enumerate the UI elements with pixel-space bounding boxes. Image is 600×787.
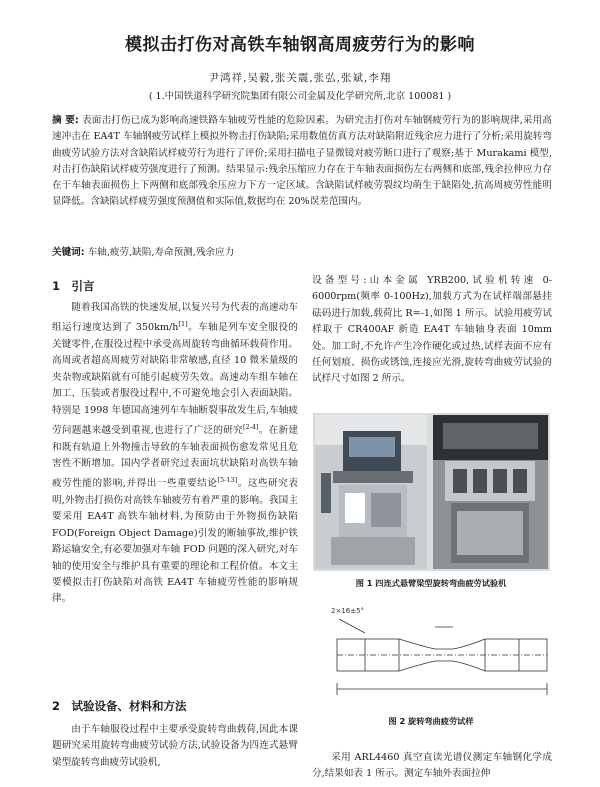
right-paragraph-1: 设备型号:山本金属 YRB200,试验机转速 0-6000rpm(频率 0-100Hz),加载方式为在试样端部悬挂砝码进行加载,载荷比 R=-1,如图 1 所示。试验用疲劳试样取于 CR400AF 新造 EA4T 车轴轴身表面 10mm 处。加工时,不允许产生冷作硬化或过热,试样表面不应有任何划痕、损伤或锈蚀,连接应光滑,旋转弯曲疲劳试验的试样尺寸如图 2 所示。: [312, 275, 552, 385]
figure-2-drawing: [325, 593, 557, 713]
right-paragraph-2: 采用 ARL4460 真空直读光谱仪测定车轴钢化学成分,结果如表 1 所示。测定车轴外表面拉伸: [312, 752, 552, 780]
citation-3: [5-13]: [217, 476, 238, 485]
citation-1: [1]: [178, 320, 188, 329]
intro-text-c: 。在新建和既有轨道上外物撞击导致的车轴表面损伤愈发常见且危害性不断增加。国内学者研究过表面坑状缺陷对高铁车轴疲劳性能的影响,并得出一些重要结论: [52, 425, 298, 490]
abstract-label: 摘 要:: [52, 115, 79, 126]
section-2-paragraph: [52, 722, 298, 771]
section-2-heading: 2 试验设备、材料和方法: [52, 699, 187, 713]
keywords-block: [52, 244, 552, 258]
figure-2-dim-label: 2×16±5°: [331, 607, 365, 615]
section-2-text: 由于车轴服役过程中主要承受旋转弯曲载荷,因此本课题研究采用旋转弯曲疲劳试验方法,试验设备为四连式悬臂梁型旋转弯曲疲劳试验机,: [52, 724, 298, 768]
intro-text-d: 。这些研究表明,外物击打损伤对高铁车轴疲劳有着严重的影响。我国主要采用 EA4T 高铁车轴材料,为预防由于外物损伤缺陷 FOD(Foreign Object Damage)引发的断轴事故,维护铁路运输安全,有必要加强对车轴 FOD 问题的深入研究,对车轴的使用安全与维护具有重要的理论和工程价值。本文主要模拟击打伤缺陷对高铁 EA4T 车轴疲劳性能的影响规律。: [52, 478, 298, 605]
left-column: [52, 300, 298, 608]
paper-title: 模拟击打伤对高铁车轴钢高周疲劳行为的影响: [125, 35, 475, 55]
affiliation: ( 1.中国铁道科学研究院集团有限公司金属及化学研究所,北京 100081 ): [148, 91, 452, 102]
right-column-top: [312, 273, 552, 388]
abstract-block: [52, 113, 552, 211]
figure-2-caption: 图 2 旋转弯曲疲劳试样: [388, 716, 474, 726]
intro-text-a: 随着我国高铁的快速发展,以复兴号为代表的高速动车组运行速度达到了 350km/h: [52, 302, 298, 334]
figure-1-photo: [313, 413, 550, 571]
keywords-label: 关键词:: [52, 247, 85, 258]
section-1-heading: 1 引言: [52, 279, 95, 293]
figure-1-caption: 图 1 四连式悬臂梁型旋转弯曲疲劳试验机: [355, 578, 507, 588]
intro-text-b: 。车轴是列车安全服役的关键零件,在服役过程中承受高周旋转弯曲循环载荷作用。高周或者超高周疲劳对缺陷非常敏感,直径 10 微米量级的夹杂物或缺陷就有可能引起疲劳失效。高速动车组车轴在加工、压装或者服役过程中,不可避免地会引入表面缺陷。特别是 1998 年德国高速列车车轴断裂事故发生后,车轴疲劳问题越来越受到重视,也进行了广泛的研究: [52, 322, 299, 437]
citation-2: [2-4]: [242, 423, 259, 432]
section-1-paragraph: [52, 300, 298, 608]
abstract-text: 表面击打伤已成为影响高速铁路车轴疲劳性能的危险因素。为研究击打伤对车轴钢疲劳行为的影响规律,采用高速冲击在 EA4T 车轴钢疲劳试样上模拟外物击打伤缺陷;采用数值仿真方法对缺陷附近残余应力进行了分析;采用旋转弯曲疲劳试验方法对含缺陷试样疲劳行为进行了评价;采用扫描电子显微镜对疲劳断口进行了观察;基于 Murakami 模型,对击打伤缺陷试样疲劳强度进行了预测。结果显示:残余压缩应力存在于车轴表面损伤左右两侧和底部,残余拉伸应力存在于车轴表面损伤上下两侧和底部残余压应力下方一定区域。含缺陷试样疲劳裂纹均萌生于缺陷处,抗高周疲劳性能明显降低。含缺陷试样疲劳强度预测值和实际值,数据均在 20%误差范围内。: [52, 115, 552, 208]
right-column-bottom: [312, 750, 552, 783]
keywords-text: 车轴,疲劳,缺陷,寿命预测,残余应力: [87, 247, 235, 258]
author-list: 尹鸿祥,吴毅,张关震,张弘,张斌,李翔: [208, 72, 392, 84]
